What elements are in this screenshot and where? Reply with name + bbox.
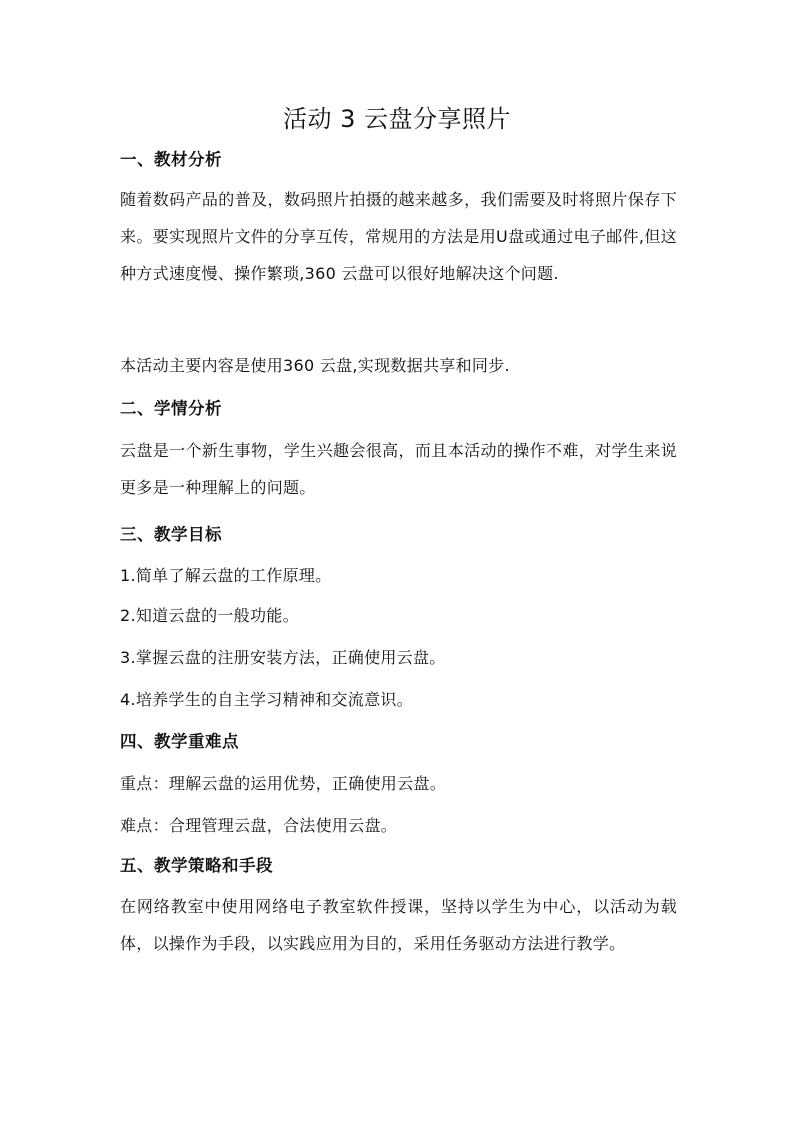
page-title: 活动 3 云盘分享照片 [282,105,512,133]
key-point-line: 重点：理解云盘的运用优势，正确使用云盘。 [120,774,447,793]
section-heading-2: 二、学情分析 [120,399,222,418]
objective-item-2: 2.知道云盘的一般功能。 [120,606,299,625]
objective-item-1: 1.简单了解云盘的工作原理。 [120,566,332,585]
section-heading-3: 三、教学目标 [120,525,222,544]
section-2-paragraph-1: 云盘是一个新生事物，学生兴趣会很高，而且本活动的操作不难，对学生来说更多是一种理解上的问题。 [120,441,677,497]
difficult-point-line: 难点：合理管理云盘，合法使用云盘。 [120,816,398,835]
section-1-paragraph-2: 本活动主要内容是使用360 云盘,实现数据共享和同步. [120,356,510,375]
objective-item-4: 4.培养学生的自主学习精神和交流意识。 [120,690,413,709]
objective-item-3: 3.掌握云盘的注册安装方法，正确使用云盘。 [120,648,446,667]
section-heading-4: 四、教学重难点 [120,732,239,751]
section-1-paragraph-1: 随着数码产品的普及，数码照片拍摄的越来越多，我们需要及时将照片保存下来。要实现照片文件的分享互传，常规用的方法是用U盘或通过电子邮件,但这种方式速度慢、操作繁琐,360 云盘可以很好地解决这个问题. [120,190,677,283]
section-heading-1: 一、教材分析 [120,150,222,169]
section-5-paragraph-1: 在网络教室中使用网络电子教室软件授课，坚持以学生为中心，以活动为载体，以操作为手段，以实践应用为目的，采用任务驱动方法进行教学。 [120,897,677,953]
section-heading-5: 五、教学策略和手段 [120,856,273,875]
